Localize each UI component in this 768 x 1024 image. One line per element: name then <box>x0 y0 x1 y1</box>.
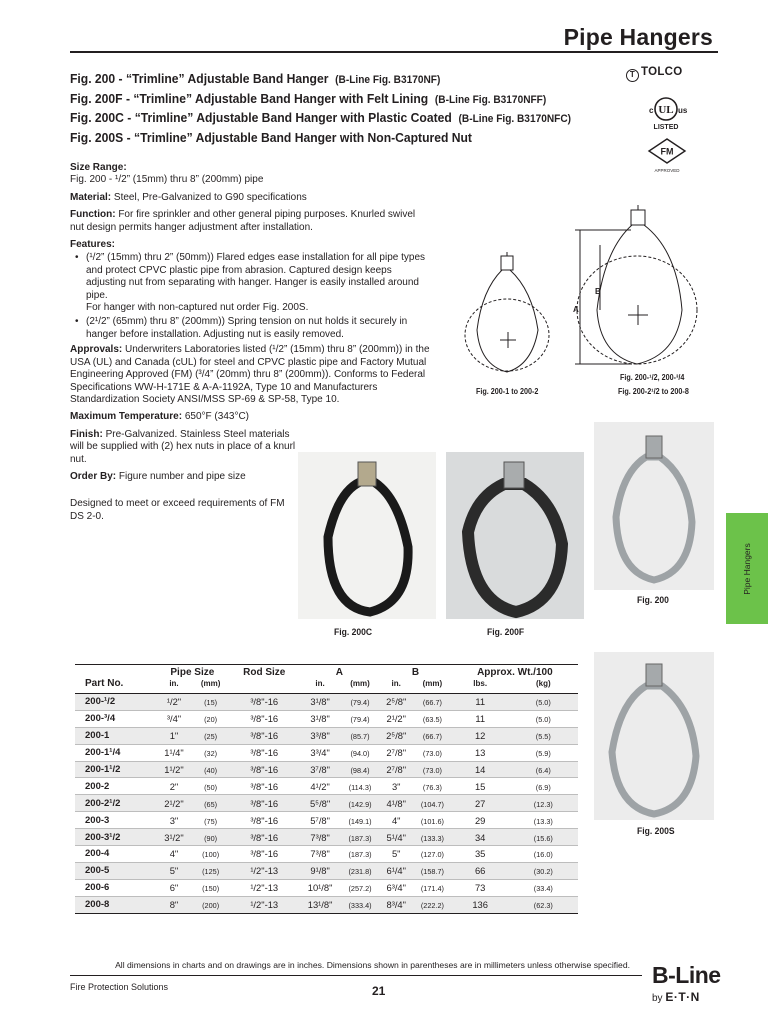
weight-kg-cell <box>509 778 578 795</box>
eaton-logo <box>652 990 700 1004</box>
pipe-size-mm-cell <box>192 744 229 761</box>
a-mm-cell <box>341 710 380 727</box>
pipe-size-mm-cell-text: (15) <box>204 698 218 708</box>
b-in-cell: 8³/4" <box>379 896 413 913</box>
part-number-cell: 200-4 <box>75 846 156 863</box>
weight-kg-cell <box>509 761 578 778</box>
fm-approved-logo <box>643 136 691 174</box>
pipe-size-mm-cell-text: (90) <box>204 833 218 843</box>
subheader-lbs: lbs. <box>452 678 509 694</box>
page-title: Pipe Hangers <box>563 24 713 50</box>
a-mm-cell-text: (85.7) <box>350 732 370 742</box>
weight-kg-cell <box>509 846 578 863</box>
ul-listed-text: LISTED <box>653 124 679 131</box>
feature-item <box>70 252 430 314</box>
pipe-size-mm-cell-text: (200) <box>202 901 220 911</box>
material <box>70 192 430 204</box>
weight-kg-cell <box>509 862 578 879</box>
weight-lbs-cell: 11 <box>452 710 509 727</box>
part-number-cell: 200-3¹/2 <box>75 829 156 846</box>
weight-lbs-cell: 73 <box>452 879 509 896</box>
pipe-size-mm-cell-text: (50) <box>204 782 218 792</box>
table-row <box>75 727 578 744</box>
part-number-cell: 200-6 <box>75 879 156 896</box>
figure-title-alt: (B-Line Fig. B3170NFC) <box>458 113 571 126</box>
a-in-cell: 3⁷/8" <box>299 761 340 778</box>
a-mm-cell <box>341 744 380 761</box>
rod-size-cell: ³/8"-16 <box>229 710 300 727</box>
b-in-cell: 5¹/4" <box>379 829 413 846</box>
pipe-size-in-cell: 2" <box>156 778 193 795</box>
part-number-cell: 200-2 <box>75 778 156 795</box>
a-mm-cell-text: (231.8) <box>348 867 372 877</box>
approvals-value: Underwriters Laboratories listed (¹/2” (15mm) thru 8” (200mm)) in the USA (UL) and Canada (cUL) for steel and CPVC plastic pipe and Factory Mutual Engineering Approved (FM) (³/4” (20mm) thru 8” (200mm)). Conforms to Federal Specifications WW-H-171E & A-A-1192A, Type 10 and Manufacturers Standardization Society ANSI/MSS SP-69 & SP-58, Type 10. <box>70 344 430 405</box>
part-number-cell: 200-5 <box>75 862 156 879</box>
a-in-cell: 9¹/8" <box>299 862 340 879</box>
pipe-size-in-cell: 3" <box>156 812 193 829</box>
header-rule <box>70 51 718 53</box>
photo-caption-200f: Fig. 200F <box>487 627 525 638</box>
tolco-logo <box>626 66 683 82</box>
b-mm-cell <box>413 829 452 846</box>
rod-size-cell: ³/8"-16 <box>229 846 300 863</box>
drawing-caption-left: Fig. 200-1 to 200-2 <box>476 387 539 396</box>
weight-kg-cell-text: (5.0) <box>535 698 551 708</box>
table-subheader-row <box>75 678 578 694</box>
design-note: Designed to meet or exceed requirements of FM DS 2-0. <box>70 498 285 522</box>
pipe-size-mm-cell <box>192 812 229 829</box>
pipe-size-mm-cell <box>192 727 229 744</box>
section-side-tab[interactable] <box>726 513 768 624</box>
table-row <box>75 846 578 863</box>
rod-size-cell: ¹/2"-13 <box>229 896 300 913</box>
function-value: For fire sprinkler and other general piping purposes. Knurled swivel nut design permits hanger adjustment after installation. <box>70 209 416 233</box>
b-mm-cell <box>413 795 452 812</box>
pipe-size-mm-cell <box>192 795 229 812</box>
header-b: B <box>379 665 451 679</box>
pipe-size-mm-cell-text: (150) <box>202 884 220 894</box>
footer-section: Fire Protection Solutions <box>70 982 169 992</box>
a-in-cell: 10¹/8" <box>299 879 340 896</box>
b-mm-cell-text: (171.4) <box>420 884 444 894</box>
b-mm-cell-text: (66.7) <box>422 698 442 708</box>
subheader-kg: (kg) <box>509 678 578 694</box>
weight-lbs-cell: 29 <box>452 812 509 829</box>
weight-kg-cell-text: (5.0) <box>535 715 551 725</box>
features-list <box>70 252 430 341</box>
eaton-wordmark: E·T·N <box>665 990 700 1004</box>
size-range-label: Size Range: <box>70 162 127 173</box>
rod-size-cell: ³/8"-16 <box>229 761 300 778</box>
b-mm-cell <box>413 879 452 896</box>
pipe-size-mm-cell <box>192 879 229 896</box>
b-mm-cell <box>413 862 452 879</box>
weight-kg-cell-text: (5.5) <box>535 732 551 742</box>
a-in-cell: 3¹/8" <box>299 694 340 711</box>
dimension-b-label: B <box>595 287 601 296</box>
feature-item <box>70 316 430 341</box>
header-part-no: Part No. <box>75 678 156 694</box>
pipe-size-mm-cell <box>192 778 229 795</box>
weight-lbs-cell: 15 <box>452 778 509 795</box>
ul-listed-logo <box>636 94 696 132</box>
a-mm-cell-text: (79.4) <box>350 715 370 725</box>
by-text: by <box>652 993 663 1004</box>
size-range-prefix: Fig. 200 - <box>70 174 116 186</box>
tolco-wordmark: TOLCO <box>641 66 683 78</box>
tolco-ring-icon: T <box>626 69 639 82</box>
subheader-in: in. <box>156 678 193 694</box>
a-mm-cell <box>341 829 380 846</box>
a-in-cell: 4¹/2" <box>299 778 340 795</box>
subheader-mm: (mm) <box>413 678 452 694</box>
ul-c-text: c <box>649 106 654 115</box>
figure-titles <box>70 70 630 146</box>
finish-label: Finish: <box>70 428 103 440</box>
b-mm-cell <box>413 846 452 863</box>
b-in-cell: 2⁷/8" <box>379 761 413 778</box>
a-mm-cell-text: (187.3) <box>348 850 372 860</box>
table-row <box>75 710 578 727</box>
a-in-cell: 3³/4" <box>299 744 340 761</box>
part-number-cell: 200-¹/2 <box>75 694 156 711</box>
dimensions-footnote: All dimensions in charts and on drawings are in inches. Dimensions shown in parentheses are in millimeters unless otherwise specified. <box>115 960 630 970</box>
function-label: Function: <box>70 209 116 221</box>
a-in-cell: 5⁷/8" <box>299 812 340 829</box>
max-temp-value: 650°F (343°C) <box>184 411 249 423</box>
subheader-in: in. <box>379 678 413 694</box>
features-heading <box>70 239 430 251</box>
table-row <box>75 761 578 778</box>
max-temperature <box>70 411 430 423</box>
approvals-label: Approvals: <box>70 344 123 356</box>
pipe-size-mm-cell-text: (20) <box>204 715 218 725</box>
pipe-size-mm-cell-text: (40) <box>204 766 218 775</box>
weight-kg-cell-text: (62.3) <box>533 901 553 911</box>
weight-kg-cell-text: (12.3) <box>533 799 553 809</box>
rod-size-cell: ³/8"-16 <box>229 778 300 795</box>
pipe-size-in-cell: 4" <box>156 846 193 863</box>
weight-kg-cell-text: (30.2) <box>533 867 553 877</box>
pipe-size-in-cell: 3¹/2" <box>156 829 193 846</box>
table-row <box>75 829 578 846</box>
bline-logo: B-Line <box>652 962 721 988</box>
b-in-cell: 2⁷/8" <box>379 744 413 761</box>
pipe-size-mm-cell-text: (32) <box>204 749 218 759</box>
pipe-size-mm-cell-text: (65) <box>204 799 218 809</box>
photo-fig-200 <box>594 422 714 590</box>
rod-size-cell: ³/8"-16 <box>229 727 300 744</box>
a-mm-cell-text: (333.4) <box>348 901 372 911</box>
weight-lbs-cell: 34 <box>452 829 509 846</box>
b-in-cell: 5" <box>379 846 413 863</box>
b-in-cell: 6¹/4" <box>379 862 413 879</box>
pipe-size-mm-cell-text: (75) <box>204 816 218 826</box>
a-mm-cell <box>341 778 380 795</box>
table-row <box>75 778 578 795</box>
table-row <box>75 896 578 913</box>
feature-subnote: For hanger with non-captured nut order Fig. 200S. <box>86 302 309 314</box>
b-in-cell: 2¹/2" <box>379 710 413 727</box>
b-mm-cell-text: (63.5) <box>422 715 442 725</box>
a-mm-cell-text: (142.9) <box>348 799 372 809</box>
part-number-cell: 200-1¹/4 <box>75 744 156 761</box>
a-mm-cell <box>341 727 380 744</box>
hanger-photo-icon <box>298 452 436 619</box>
pipe-size-in-cell: 1¹/2" <box>156 761 193 778</box>
b-mm-cell-text: (127.0) <box>420 850 444 860</box>
weight-lbs-cell: 35 <box>452 846 509 863</box>
subheader-empty <box>229 678 300 694</box>
material-label: Material: <box>70 191 112 203</box>
a-in-cell: 3³/8" <box>299 727 340 744</box>
figure-title-alt: (B-Line Fig. B3170NFF) <box>434 93 547 106</box>
finish-value: Pre-Galvanized. Stainless Steel materials will be supplied with (2) hex nuts in place of a knurl nut. <box>70 428 296 465</box>
weight-kg-cell <box>509 879 578 896</box>
page-number: 21 <box>372 984 386 998</box>
a-in-cell: 7³/8" <box>299 829 340 846</box>
a-mm-cell <box>341 795 380 812</box>
rod-size-cell: ³/8"-16 <box>229 829 300 846</box>
weight-kg-cell-text: (33.4) <box>533 884 553 894</box>
a-mm-cell-text: (257.2) <box>348 884 372 894</box>
drawing-caption-right-1: Fig. 200-¹/2, 200-³/4 <box>620 373 685 382</box>
feature-text: (¹/2” (15mm) thru 2” (50mm)) Flared edges ease installation for all pipe types and protect CPVC plastic pipe from abrasion. Captured design keeps adjusting nut from separating with hanger. Hanger is easily installed around pipe. <box>86 252 426 301</box>
part-number-cell: 200-³/4 <box>75 710 156 727</box>
b-mm-cell <box>413 694 452 711</box>
b-in-cell: 6³/4" <box>379 879 413 896</box>
rod-size-cell: ³/8"-16 <box>229 795 300 812</box>
pipe-size-mm-cell <box>192 829 229 846</box>
features-label: Features: <box>70 239 116 251</box>
subheader-mm: (mm) <box>192 678 229 694</box>
table-row <box>75 744 578 761</box>
rod-size-cell: ³/8"-16 <box>229 744 300 761</box>
photo-fig-200f <box>446 452 584 619</box>
b-mm-cell <box>413 727 452 744</box>
b-mm-cell <box>413 812 452 829</box>
header-pipe-size: Pipe Size <box>156 665 229 679</box>
subheader-in: in. <box>299 678 340 694</box>
header-empty <box>75 665 156 679</box>
figure-title-200s <box>70 129 585 147</box>
weight-kg-cell-text: (13.3) <box>533 816 553 826</box>
weight-kg-cell <box>509 710 578 727</box>
b-mm-cell <box>413 744 452 761</box>
a-mm-cell <box>341 896 380 913</box>
subheader-mm: (mm) <box>341 678 380 694</box>
dimensions-table <box>75 664 578 914</box>
pipe-size-mm-cell <box>192 761 229 778</box>
finish <box>70 429 300 466</box>
pipe-size-mm-cell <box>192 862 229 879</box>
figure-title-main: Fig. 200C - “Trimline” Adjustable Band Hanger with Plastic Coated <box>70 110 452 126</box>
photo-caption-200c: Fig. 200C <box>334 627 373 638</box>
material-value: Steel, Pre-Galvanized to G90 specifications <box>113 191 307 203</box>
order-by-label: Order By: <box>70 470 117 482</box>
figure-title-200 <box>70 70 585 90</box>
b-mm-cell-text: (104.7) <box>420 799 444 809</box>
size-range-value: ¹/2” (15mm) thru 8” (200mm) pipe <box>115 174 264 186</box>
dimension-a-label: A <box>573 305 579 314</box>
hanger-photo-icon <box>446 452 584 619</box>
weight-lbs-cell: 136 <box>452 896 509 913</box>
weight-lbs-cell: 12 <box>452 727 509 744</box>
b-mm-cell-text: (76.3) <box>422 782 442 792</box>
hanger-photo-icon <box>594 422 714 590</box>
ul-us-text: us <box>678 106 688 115</box>
pipe-size-in-cell: ¹/2" <box>156 694 193 711</box>
photo-fig-200s <box>594 652 714 820</box>
rod-size-cell: ¹/2"-13 <box>229 862 300 879</box>
weight-kg-cell <box>509 896 578 913</box>
rod-size-cell: ³/8"-16 <box>229 812 300 829</box>
weight-kg-cell-text: (5.9) <box>535 749 551 759</box>
figure-title-main: Fig. 200F - “Trimline” Adjustable Band Hanger with Felt Lining <box>70 90 429 106</box>
weight-kg-cell-text: (6.9) <box>535 782 551 792</box>
fm-approved-text: APPROVED <box>654 168 680 173</box>
weight-kg-cell-text: (16.0) <box>533 850 553 860</box>
function <box>70 209 430 234</box>
part-number-cell: 200-8 <box>75 896 156 913</box>
weight-kg-cell <box>509 727 578 744</box>
table-row <box>75 879 578 896</box>
part-number-cell: 200-3 <box>75 812 156 829</box>
drawing-caption-right-2: Fig. 200-2¹/2 to 200-8 <box>618 387 689 396</box>
hanger-photo-icon <box>594 652 714 820</box>
header-a: A <box>299 665 379 679</box>
pipe-size-mm-cell-text: (25) <box>204 732 218 742</box>
b-mm-cell-text: (101.6) <box>420 816 444 826</box>
b-mm-cell-text: (66.7) <box>422 732 442 742</box>
a-mm-cell-text: (79.4) <box>350 698 370 708</box>
feature-text: (2¹/2” (65mm) thru 8” (200mm)) Spring tension on nut holds it securely in hanger before installation. Adjusting nut is easily removed. <box>86 316 408 340</box>
ul-text: UL <box>658 104 674 116</box>
side-tab-label: Pipe Hangers <box>742 542 752 595</box>
a-mm-cell <box>341 812 380 829</box>
b-mm-cell-text: (133.3) <box>420 833 444 843</box>
pipe-size-mm-cell <box>192 896 229 913</box>
a-mm-cell-text: (149.1) <box>348 816 372 826</box>
table-row <box>75 812 578 829</box>
pipe-size-in-cell: 5" <box>156 862 193 879</box>
pipe-size-in-cell: 1¹/4" <box>156 744 193 761</box>
a-mm-cell-text: (98.4) <box>350 766 370 775</box>
approvals <box>70 344 430 406</box>
photo-caption-200: Fig. 200 <box>637 595 669 606</box>
a-mm-cell <box>341 879 380 896</box>
figure-title-200c <box>70 109 585 129</box>
max-temp-label: Maximum Temperature: <box>70 411 183 423</box>
a-mm-cell <box>341 694 380 711</box>
b-mm-cell <box>413 710 452 727</box>
table-row <box>75 694 578 711</box>
b-mm-cell-text: (73.0) <box>422 766 442 775</box>
part-number-cell: 200-1 <box>75 727 156 744</box>
footer-rule <box>70 975 642 976</box>
weight-lbs-cell: 11 <box>452 694 509 711</box>
a-mm-cell-text: (187.3) <box>348 833 372 843</box>
pipe-size-in-cell: 8" <box>156 896 193 913</box>
part-number-cell: 200-2¹/2 <box>75 795 156 812</box>
b-mm-cell-text: (222.2) <box>420 901 444 911</box>
a-in-cell: 5⁵/8" <box>299 795 340 812</box>
header-rod-size: Rod Size <box>229 665 300 679</box>
table-row <box>75 862 578 879</box>
pipe-size-mm-cell <box>192 694 229 711</box>
figure-title-main: Fig. 200 - “Trimline” Adjustable Band Hanger <box>70 71 329 86</box>
photo-fig-200c <box>298 452 436 619</box>
weight-kg-cell <box>509 694 578 711</box>
b-in-cell: 2⁵/8" <box>379 727 413 744</box>
a-mm-cell <box>341 862 380 879</box>
a-mm-cell-text: (94.0) <box>350 749 370 759</box>
rod-size-cell: ¹/2"-13 <box>229 879 300 896</box>
fm-text: FM <box>660 146 674 157</box>
b-mm-cell <box>413 896 452 913</box>
header-weight: Approx. Wt./100 <box>452 665 578 679</box>
pipe-size-mm-cell-text: (125) <box>202 867 220 877</box>
weight-kg-cell <box>509 795 578 812</box>
figure-title-alt: (B-Line Fig. B3170NF) <box>335 74 441 86</box>
weight-lbs-cell: 13 <box>452 744 509 761</box>
b-in-cell: 2⁵/8" <box>379 694 413 711</box>
b-in-cell: 4¹/8" <box>379 795 413 812</box>
a-mm-cell <box>341 761 380 778</box>
weight-lbs-cell: 14 <box>452 761 509 778</box>
table-header-row <box>75 665 578 679</box>
a-in-cell: 7³/8" <box>299 846 340 863</box>
hanger-line-drawings <box>432 190 722 400</box>
weight-kg-cell <box>509 812 578 829</box>
b-mm-cell-text: (158.7) <box>420 867 444 877</box>
weight-lbs-cell: 66 <box>452 862 509 879</box>
b-mm-cell <box>413 778 452 795</box>
pipe-size-mm-cell <box>192 846 229 863</box>
weight-kg-cell <box>509 744 578 761</box>
table-row <box>75 795 578 812</box>
figure-title-200f <box>70 90 585 110</box>
part-number-cell: 200-1¹/2 <box>75 761 156 778</box>
b-mm-cell <box>413 761 452 778</box>
weight-kg-cell-text: (6.4) <box>535 766 551 775</box>
weight-lbs-cell: 27 <box>452 795 509 812</box>
pipe-size-in-cell: ³/4" <box>156 710 193 727</box>
a-in-cell: 3¹/8" <box>299 710 340 727</box>
a-in-cell: 13¹/8" <box>299 896 340 913</box>
b-in-cell: 4" <box>379 812 413 829</box>
b-mm-cell-text: (73.0) <box>422 749 442 759</box>
a-mm-cell <box>341 846 380 863</box>
photo-caption-200s: Fig. 200S <box>637 826 675 837</box>
size-range <box>70 162 430 187</box>
pipe-size-in-cell: 2¹/2" <box>156 795 193 812</box>
weight-kg-cell <box>509 829 578 846</box>
weight-kg-cell-text: (15.6) <box>533 833 553 843</box>
pipe-size-in-cell: 1" <box>156 727 193 744</box>
pipe-size-mm-cell <box>192 710 229 727</box>
figure-title-main: Fig. 200S - “Trimline” Adjustable Band Hanger with Non-Captured Nut <box>70 129 472 145</box>
a-mm-cell-text: (114.3) <box>348 782 372 792</box>
b-in-cell: 3" <box>379 778 413 795</box>
pipe-size-mm-cell-text: (100) <box>202 850 220 860</box>
rod-size-cell: ³/8"-16 <box>229 694 300 711</box>
order-by-value: Figure number and pipe size <box>118 470 246 482</box>
table-body <box>75 694 578 914</box>
pipe-size-in-cell: 6" <box>156 879 193 896</box>
